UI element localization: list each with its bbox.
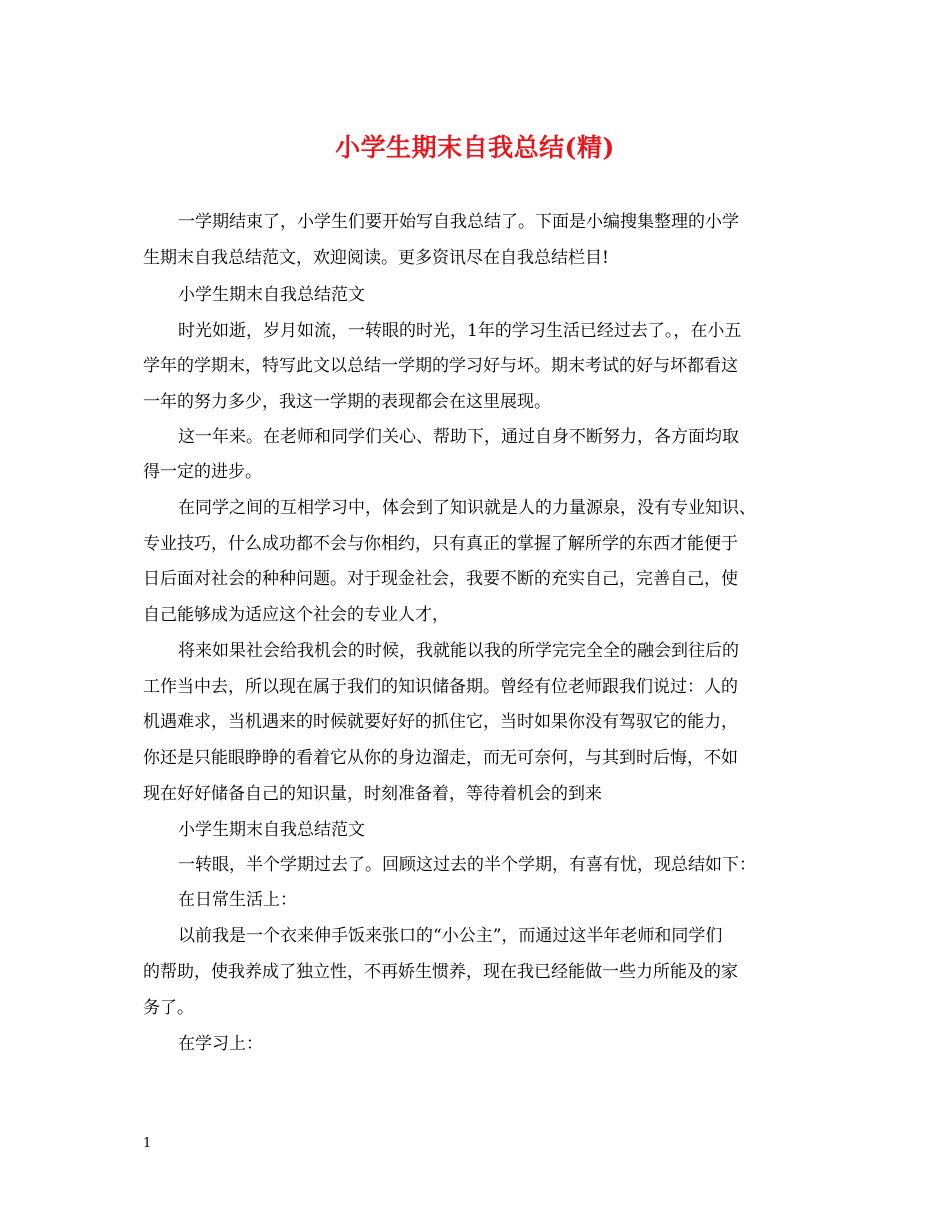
- paragraph-line: 你还是只能眼睁睁的看着它从你的身边溜走，而无可奈何，与其到时后悔，不如: [143, 748, 738, 768]
- paragraph-line: 务了。: [143, 998, 194, 1018]
- paragraph-line: 这一年来。在老师和同学们关心、帮助下，通过自身不断努力，各方面均取: [178, 427, 739, 447]
- paragraph-line: 生期末自我总结范文，欢迎阅读。更多资讯尽在自我总结栏目!: [143, 248, 609, 268]
- paragraph-line: 一年的努力多少，我这一学期的表现都会在这里展现。: [143, 392, 551, 412]
- paragraph-line: 将来如果社会给我机会的时候，我就能以我的所学完完全全的融会到往后的: [178, 641, 739, 661]
- section-heading: 小学生期末自我总结范文: [178, 285, 365, 305]
- paragraph-line: 学年的学期末，特写此文以总结一学期的学习好与坏。期末考试的好与坏都看这: [143, 356, 738, 376]
- paragraph-line: 专业技巧，什么成功都不会与你相约，只有真正的掌握了解所学的东西才能便于: [143, 534, 738, 554]
- paragraph-line: 在同学之间的互相学习中，体会到了知识就是人的力量源泉，没有专业知识、: [178, 498, 756, 518]
- paragraph-line: 一学期结束了，小学生们要开始写自我总结了。下面是小编搜集整理的小学: [178, 212, 739, 232]
- paragraph-line: 一转眼，半个学期过去了。回顾这过去的半个学期，有喜有忧，现总结如下：: [178, 855, 756, 875]
- paragraph-line: 工作当中去，所以现在属于我们的知识储备期。曾经有位老师跟我们说过：人的: [143, 677, 738, 697]
- paragraph-line: 机遇难求，当机遇来的时候就要好好的抓住它，当时如果你没有驾驭它的能力，: [143, 712, 738, 732]
- paragraph-line: 在日常生活上：: [178, 890, 297, 910]
- paragraph-line: 得一定的进步。: [143, 462, 262, 482]
- paragraph-line: 以前我是一个衣来伸手饭来张口的“小公主”，而通过这半年老师和同学们: [178, 926, 723, 946]
- section-heading: 小学生期末自我总结范文: [178, 820, 365, 840]
- paragraph-line: 日后面对社会的种种问题。对于现金社会，我要不断的充实自己，完善自己，使: [143, 569, 738, 589]
- document-title: 小学生期末自我总结(精): [335, 133, 615, 162]
- paragraph-line: 现在好好储备自己的知识量，时刻准备着，等待着机会的到来: [143, 784, 602, 804]
- paragraph-line: 在学习上：: [178, 1034, 263, 1054]
- paragraph-line: 自己能够成为适应这个社会的专业人才，: [143, 605, 449, 625]
- page-number: 1: [143, 1136, 152, 1151]
- paragraph-line: 的帮助，使我养成了独立性，不再娇生惯养，现在我已经能做一些力所能及的家: [143, 962, 738, 982]
- paragraph-line: 时光如逝，岁月如流，一转眼的时光，1年的学习生活已经过去了。，在小五: [178, 321, 742, 341]
